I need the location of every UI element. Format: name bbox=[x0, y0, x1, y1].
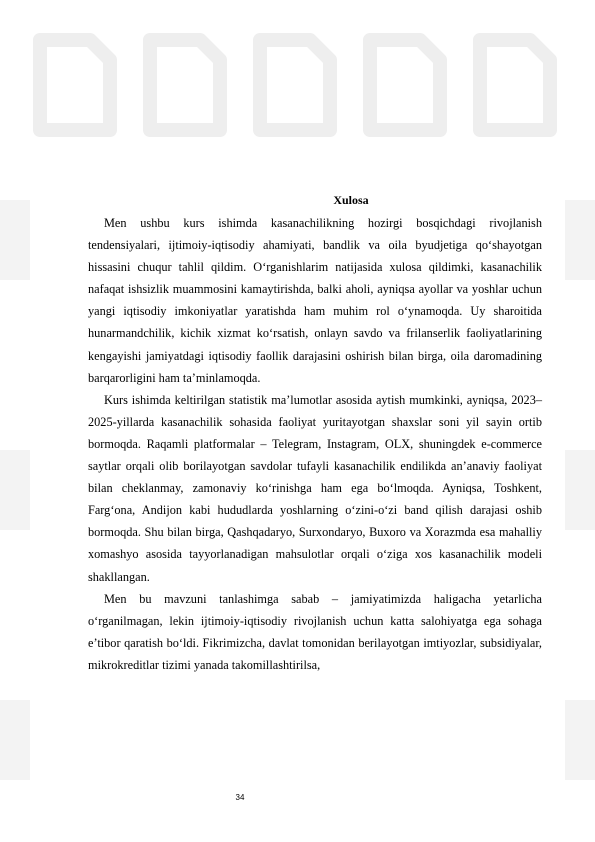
document-body bbox=[88, 191, 542, 676]
file-document-watermark-icon bbox=[40, 40, 550, 130]
paragraph-1: Men ushbu kurs ishimda kasanachilikning hozirgi bosqichdagi rivojlanish tendensiyalari, ijtimoiy-iqtisodiy ahamiyati, bandlik va oila byudjetiga qo‘shayotgan hissasini chuqur tahlil qildim. O‘rganishlarim natijasida xulosa qildimki, kasanachilik nafaqat ishsizlik muammosini kamaytirishda, balki aholi, ayniqsa ayollar va yoshlar uchun yangi iqtisodiy imkoniyatlar yaratishda ham muhim rol o‘ynamoqda. Uy sharoitida hunarmandchilik, kichik xizmat ko‘rsatish, onlayn savdo va frilanserlik faoliyatlarining kengayishi jamiyatdagi iqtisodiy faollik darajasini oshirish bilan birga, oila daromadining barqarorligini ham ta’minlamoqda. bbox=[88, 216, 542, 385]
page-number: 34 bbox=[235, 793, 245, 802]
paragraph-3: Men bu mavzuni tanlashimga sabab – jamiyatimizda haligacha yetarlicha o‘rganilmagan, lekin ijtimoiy-iqtisodiy rivojlanish uchun katta salohiyatga ega sohaga e’tibor qaratish bo‘ldi. Fikrimizcha, davlat tomonidan berilayotgan imtiyozlar, subsidiyalar, mikrokreditlar tizimi yanada takomillashtirilsa, bbox=[88, 591, 542, 672]
section-heading: Xulosa bbox=[333, 193, 369, 207]
paragraph-2: Kurs ishimda keltirilgan statistik ma’lumotlar asosida aytish mumkinki, ayniqsa, 2023–2025-yillarda kasanachilik sohasida faoliyat yuritayotgan shaxslar soni yil sayin ortib bormoqda. Raqamli platformalar – Telegram, Instagram, OLX, shuningdek e-commerce saytlar orqali olib borilayotgan savdolar tufayli kasanachilik endilikda an’anaviy faoliyat bilan cheklanmay, zamonaviy ko‘rinishga ham ega bo‘lmoqda. Ayniqsa, Toshkent, Farg‘ona, Andijon kabi hududlarda yoshlarning o‘zini-o‘zi band qilish darajasi oshib bormoqda. Shu bilan birga, Qashqadaryo, Surxondaryo, Buxoro va Xorazmda esa mahalliy xomashyo asosida tayyorlanadigan mahsulotlar orqali o‘ziga xos kasanachilik modeli shakllangan. bbox=[88, 392, 542, 584]
